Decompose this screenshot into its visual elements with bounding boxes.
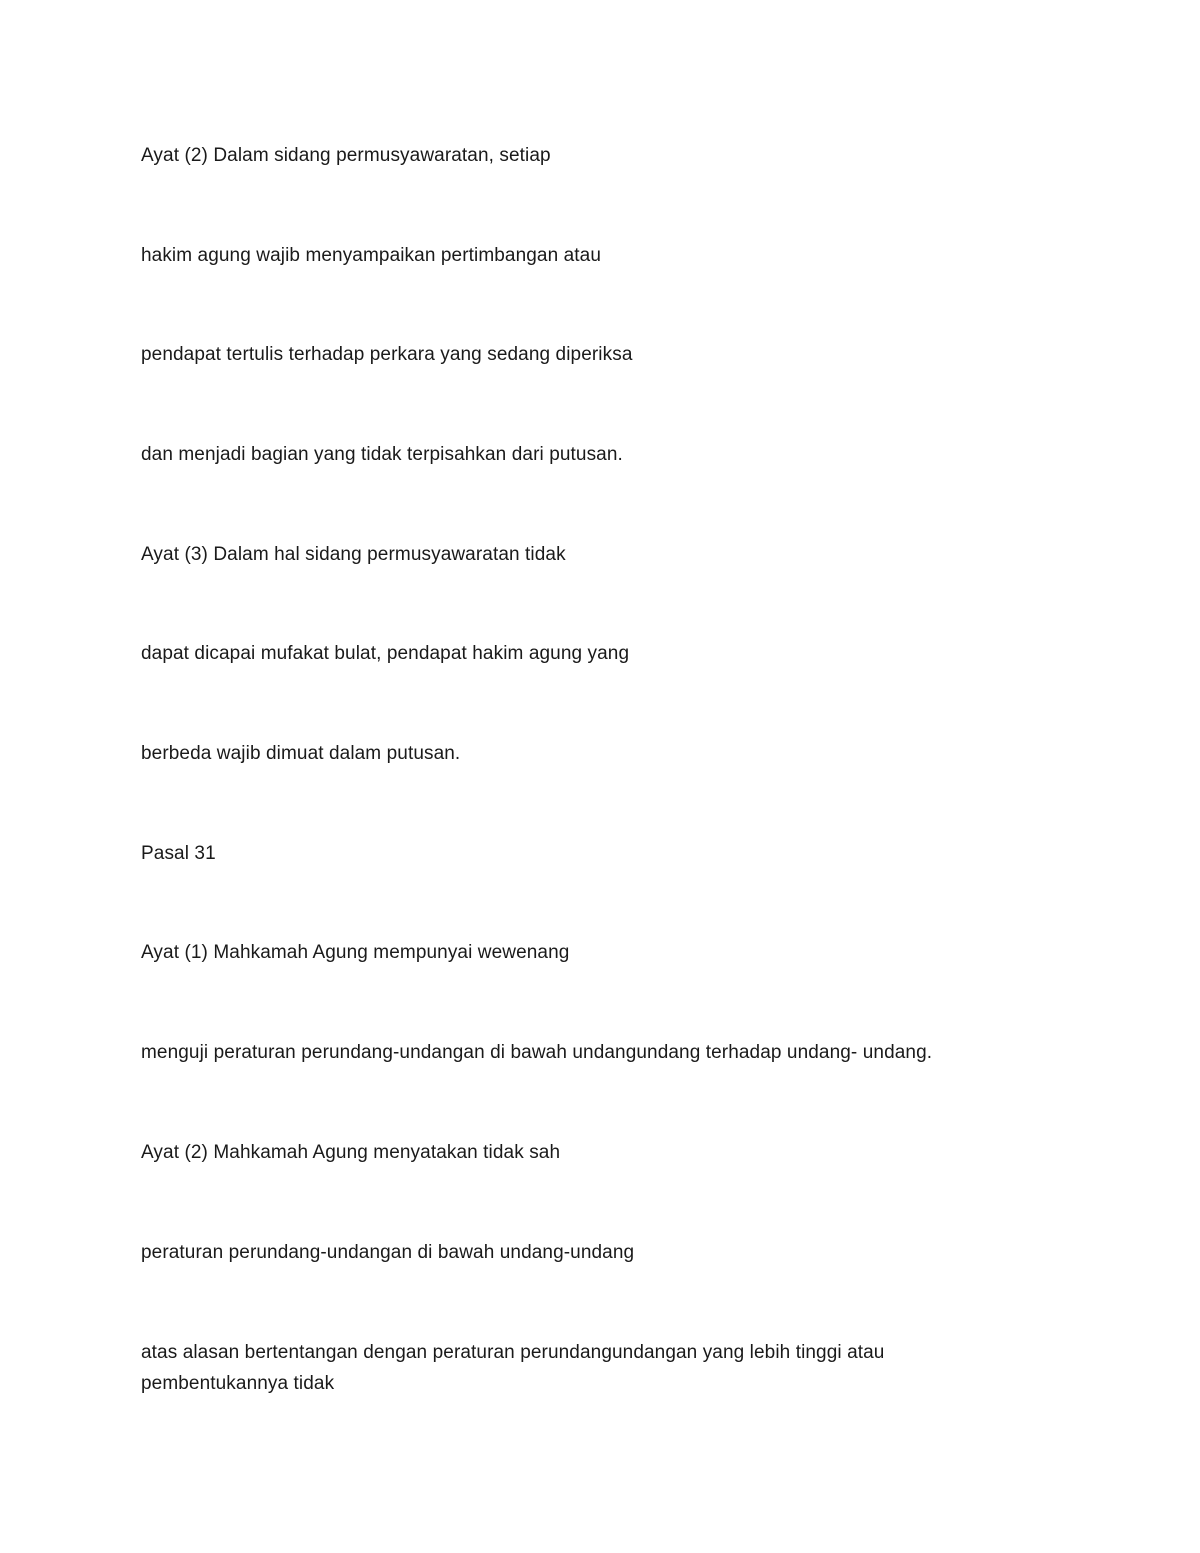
paragraph-pasal-31-ayat-2-line-1: Ayat (2) Mahkamah Agung menyatakan tidak sah xyxy=(141,1142,561,1163)
section-heading-pasal-31: Pasal 31 xyxy=(141,843,216,864)
paragraph-pasal-31-ayat-1-line-2: menguji peraturan perundang-undangan di bawah undangundang terhadap undang- undang. xyxy=(141,1042,933,1063)
paragraph-ayat-2-line-4: dan menjadi bagian yang tidak terpisahkan dari putusan. xyxy=(141,444,623,465)
paragraph-ayat-2-line-1: Ayat (2) Dalam sidang permusyawaratan, setiap xyxy=(141,145,551,166)
paragraph-pasal-31-ayat-2-line-2: peraturan perundang-undangan di bawah undang-undang xyxy=(141,1242,635,1263)
paragraph-pasal-31-ayat-2-line-3: atas alasan bertentangan dengan peraturan perundangundangan yang lebih tinggi atau pembentukannya tidak xyxy=(141,1342,885,1394)
paragraph-ayat-3-line-1: Ayat (3) Dalam hal sidang permusyawaratan tidak xyxy=(141,544,566,565)
paragraph-ayat-3-line-2: dapat dicapai mufakat bulat, pendapat hakim agung yang xyxy=(141,643,630,664)
paragraph-ayat-3-line-3: berbeda wajib dimuat dalam putusan. xyxy=(141,743,461,764)
paragraph-pasal-31-ayat-1-line-1: Ayat (1) Mahkamah Agung mempunyai wewenang xyxy=(141,942,570,963)
paragraph-ayat-2-line-3: pendapat tertulis terhadap perkara yang sedang diperiksa xyxy=(141,344,633,365)
paragraph-ayat-2-line-2: hakim agung wajib menyampaikan pertimbangan atau xyxy=(141,245,602,266)
